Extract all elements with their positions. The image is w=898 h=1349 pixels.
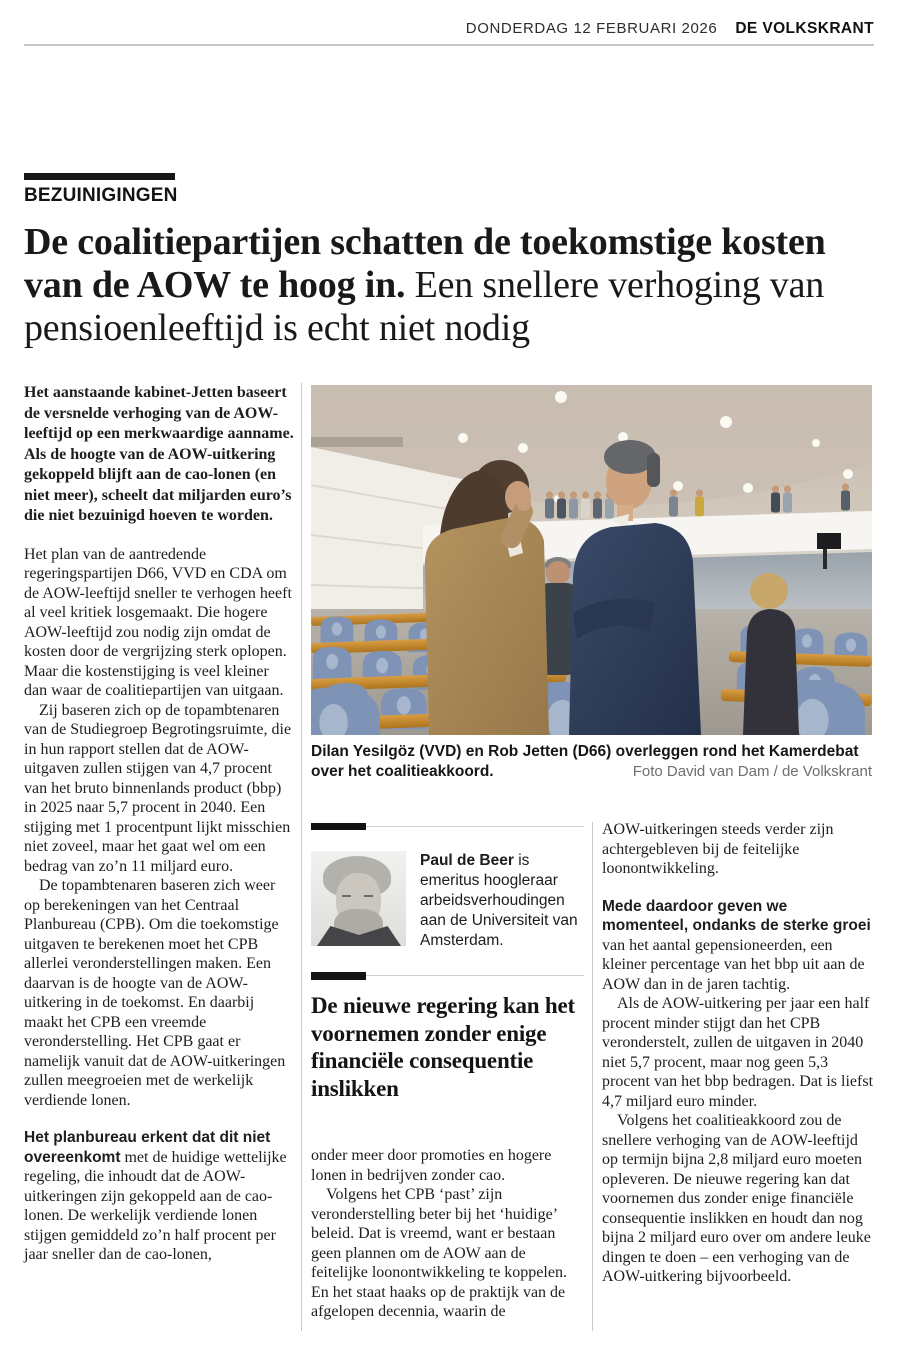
kicker-label: BEZUINIGINGEN (24, 185, 178, 206)
paragraph: Als de AOW-uitkering per jaar een half procent minder stijgt dan het CPB veronderstelt, zullen de uitgaven in 2040 niet 5,7 procent, maar nog geen 5,3 procent van het bbp bedragen. Dat is liefst 4,7 miljard euro minder. (602, 995, 874, 1110)
header-rule (24, 44, 874, 46)
paragraph-text: met de huidige wettelijke regeling, die inhoudt dat de AOW-uitkeringen zijn gekoppeld aan de cao-lonen. De werkelijk verdiende lonen stijgen gemiddeld zo’n half procent per jaar sneller dan de cao-lonen, (24, 1148, 287, 1263)
column-2 (311, 1146, 584, 1322)
pullquote-bar (311, 972, 366, 980)
paragraph (602, 897, 874, 995)
paragraph: AOW-uitkeringen steeds verder zijn achtergebleven bij de feitelijke loonontwikkeling. (602, 821, 834, 877)
masthead-date: DONDERDAG 12 FEBRUARI 2026 (465, 20, 718, 37)
author-portrait (311, 851, 406, 946)
caption-text: Dilan Yesilgöz (VVD) en Rob Jetten (D66) overleggen rond het Kamerdebat over het coalitieakkoord. (311, 743, 859, 780)
author-name: Paul de Beer (420, 852, 514, 869)
article-photo-illustration (311, 385, 872, 735)
author-box (311, 826, 584, 976)
pullquote (311, 972, 584, 1102)
masthead-brand: DE VOLKSKRANT (735, 20, 874, 37)
paragraph: onder meer door promoties en hogere lonen in bedrijven zonder cao. (311, 1147, 552, 1184)
author-bio-text: is emeritus hoogleraar arbeidsverhoudingen aan de Universiteit van Amsterdam. (420, 852, 578, 949)
photo-caption (311, 742, 872, 782)
headline-bold: De coalitiepartijen schatten de toekomstige kosten van de AOW te hoog in. (24, 221, 826, 306)
pullquote-text: De nieuwe regering kan het voornemen zonder enige financiële consequentie inslikken (311, 993, 575, 1101)
paragraph-lead: Mede daardoor geven we momenteel, ondanks de sterke groei (602, 897, 871, 934)
portrait-brow (342, 895, 351, 897)
author-box-notch (311, 823, 366, 830)
headline-regular: Een snellere verhoging van pensioenleeftijd is echt niet nodig (24, 264, 825, 349)
column-3 (602, 820, 874, 1287)
paragraph: Zij baseren zich op de topambtenaren van de Studiegroep Begrotingsruimte, die in hun rapport stellen dat de AOW-uitgaven zullen stijgen van 4,7 procent van het bruto binnenlands product (bbp) in 2025 naar 5,7 procent in 2040. Een stijging met 1 procentpunt lijkt misschien niet zoveel, maar het gaat wel om een bedrag van zo’n 11 miljard euro. (24, 701, 292, 875)
headline (24, 221, 876, 350)
column-1 (24, 383, 294, 1265)
paragraph-text: van het aantal gepensioneerden, een kleiner percentage van het bbp uit aan de AOW dan in de jaren tachtig. (602, 936, 865, 993)
paragraph (24, 1128, 294, 1265)
photo-credit: Foto David van Dam / de Volkskrant (632, 763, 872, 780)
paragraph: Volgens het coalitieakkoord zou de snellere verhoging van de AOW-leeftijd op termijn bijna 2,8 miljard euro moeten opleveren. De nieuwe regering kan dat voornemen dus zonder enige financiële consequentie inslikken en houdt dan nog bijna 2 miljard euro over om andere leuke dingen te doen – een verhoging van de AOW-uitkering bijvoorbeeld. (602, 1112, 871, 1285)
paragraph: Het plan van de aantredende regeringspartijen D66, VVD en CDA om de AOW-leeftijd sneller te verhogen heeft al veel kritiek losgemaakt. Die hogere AOW-leeftijd zou nodig zijn omdat de kosten door de vergrijzing sterk oplopen. Maar die kostenstijging is veel kleiner dan waar de coalitiepartijen van uitgaan. (24, 545, 292, 699)
paragraph: De topambtenaren baseren zich weer op berekeningen van het Centraal Planbureau (CPB). Om die toekomstige uitgaven te berekenen moet het CPB allerlei veronderstellingen maken. Een daarvan is de hoogte van de AOW-uitkering in de toekomst. En daarbij maakt het CPB een vreemde veronderstelling. Het CPB gaat er namelijk vanuit dat de AOW-uitkeringen zullen meegroeien met de werkelijk verdiende lonen. (24, 877, 286, 1109)
portrait-brow (364, 895, 373, 897)
paragraph: Volgens het CPB ‘past’ zijn veronderstelling beter bij het ‘huidige’ beleid. Dat is vreemd, want er bestaan geen plannen om de AOW aan de feitelijke loonontwikkeling te koppelen. En het staat haaks op de praktijk van de afgelopen decennia, waarin de (311, 1186, 567, 1320)
paragraph-lead: Het planbureau erkent dat dit niet overeenkomt (24, 1129, 271, 1166)
column-rule (592, 822, 593, 1331)
article-photo (311, 385, 872, 735)
intro-paragraph: Het aanstaande kabinet-Jetten baseert de versnelde verhoging van de AOW-leeftijd op een merkwaardige aanname. Als de hoogte van de AOW-uitkering gekoppeld blijft aan de cao-lonen (en niet meer), scheelt dat miljarden euro’s die niet bezuinigd hoeven te worden. (24, 384, 294, 524)
masthead (466, 20, 874, 38)
kicker-bar (24, 173, 175, 180)
column-rule (301, 383, 302, 1331)
